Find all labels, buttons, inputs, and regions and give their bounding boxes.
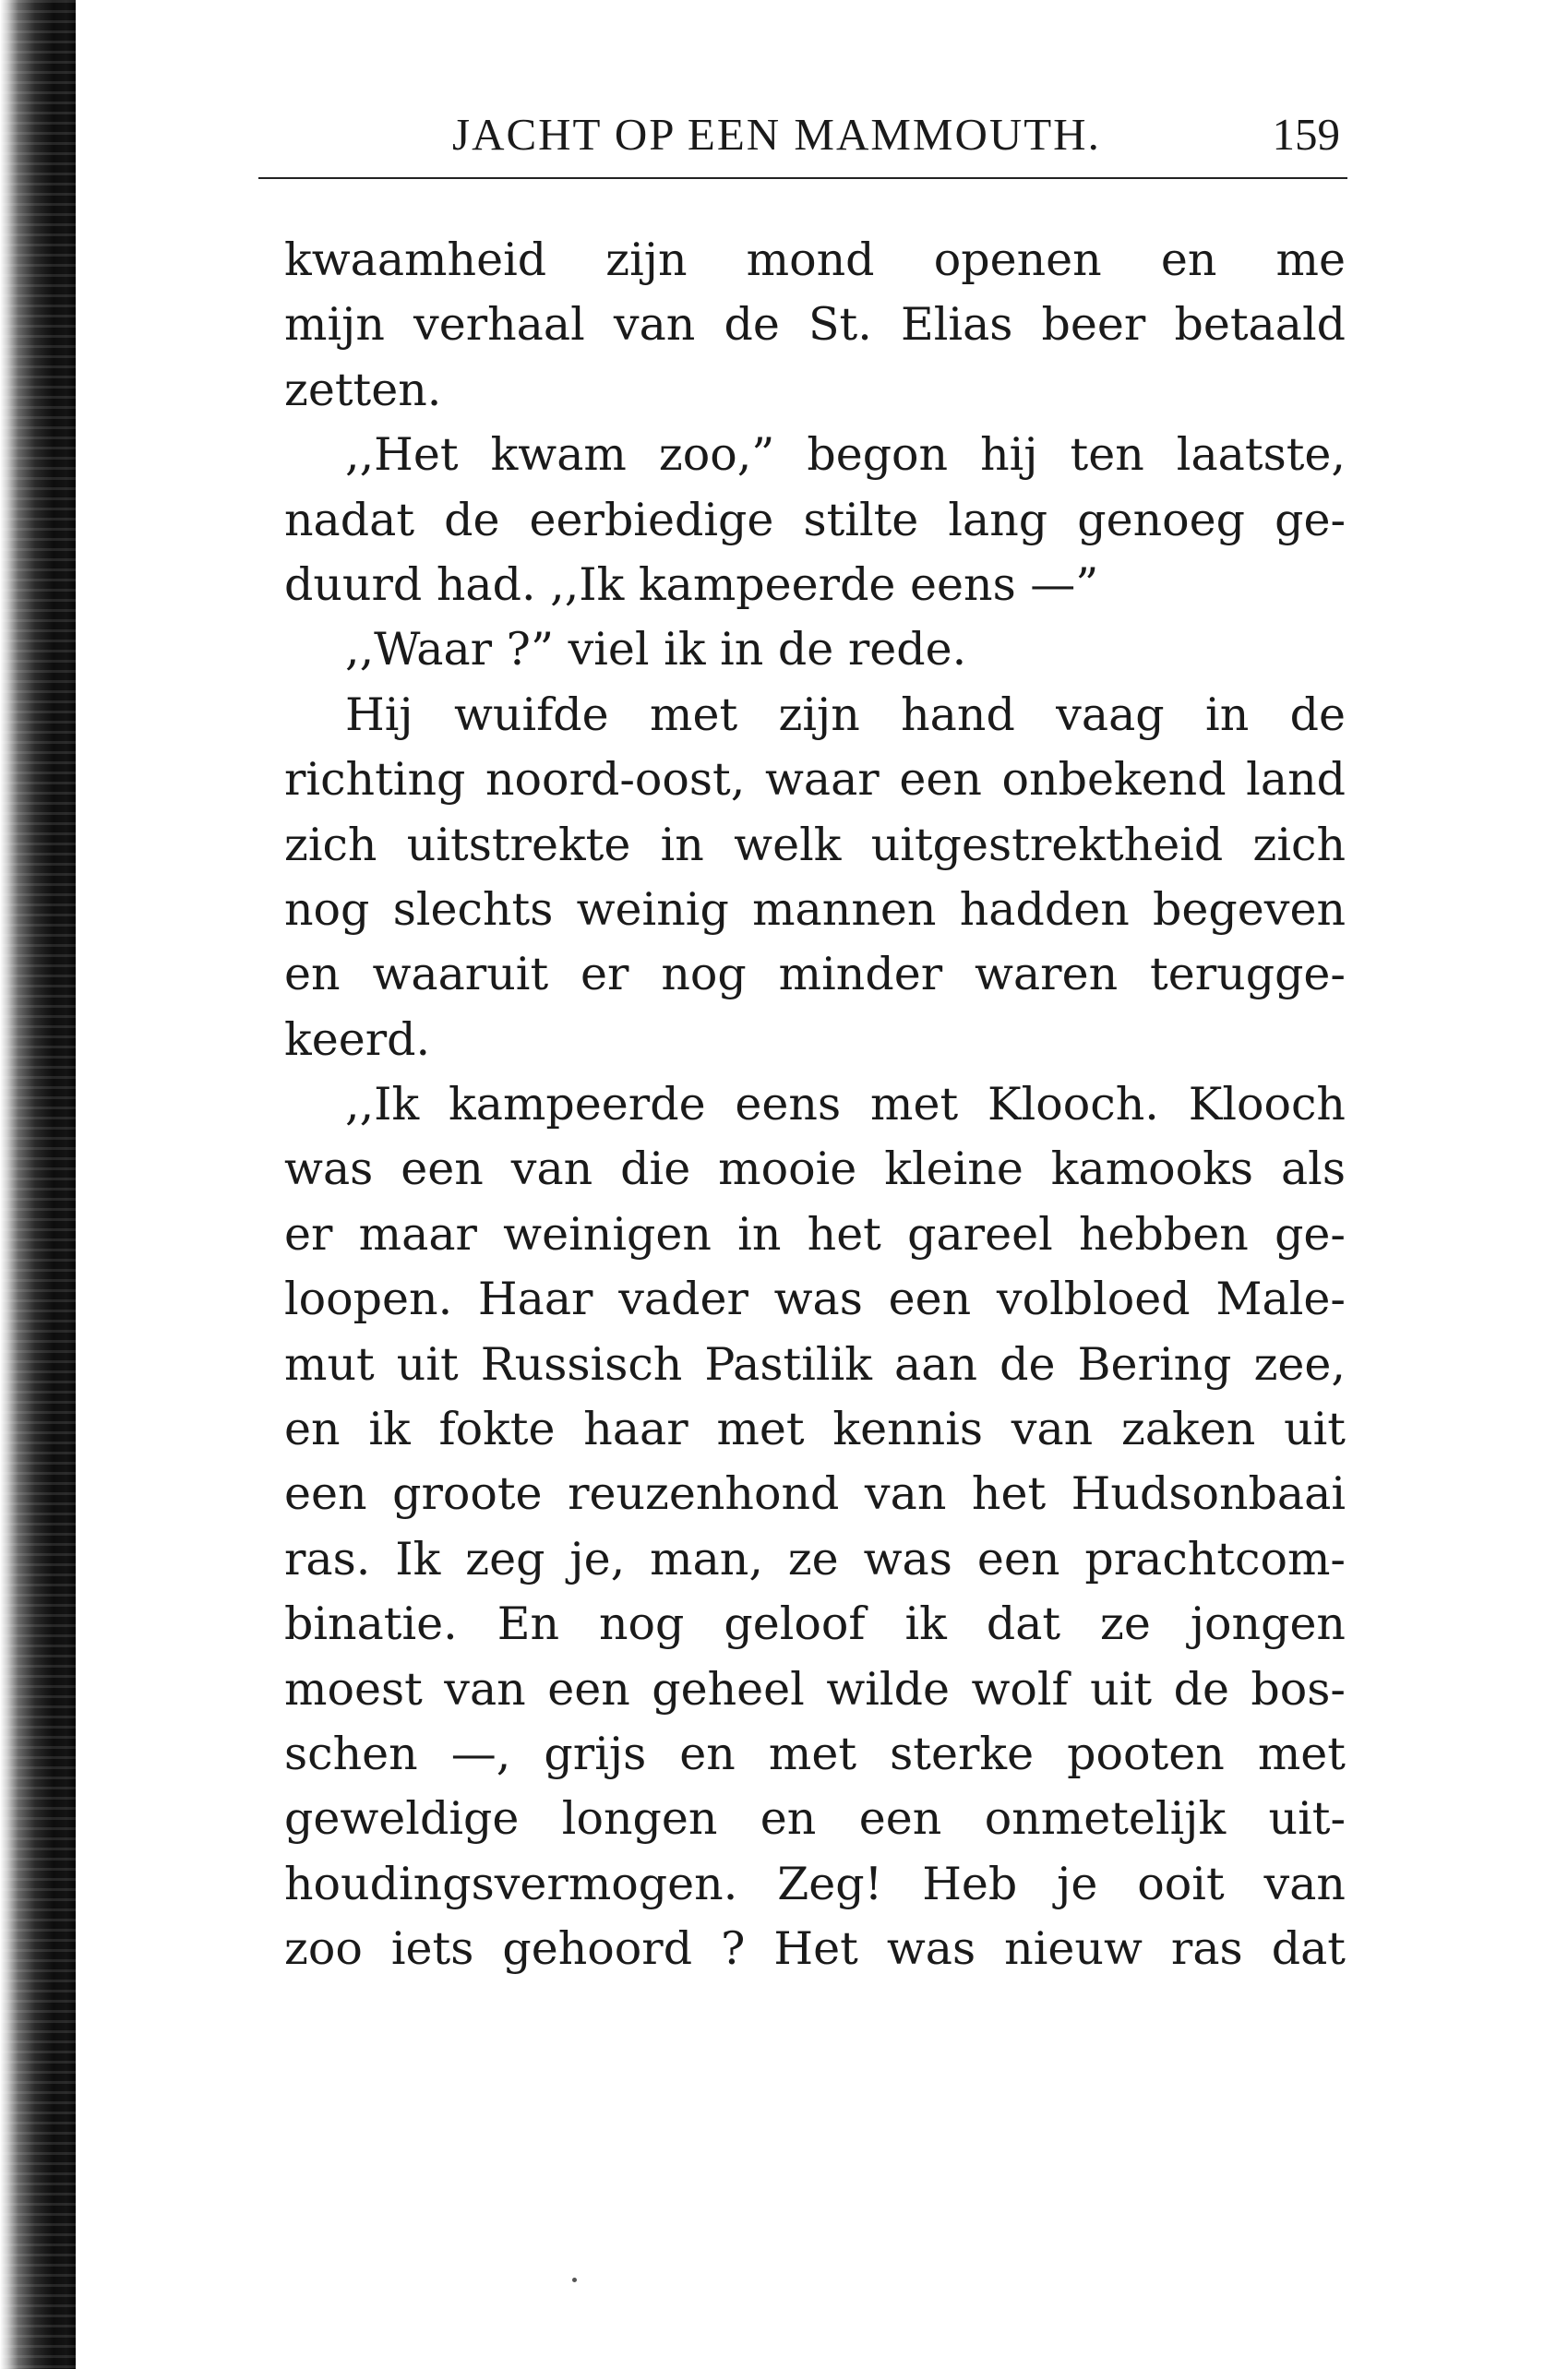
text-line: ,,Het kwam zoo,” begon hij ten laatste, xyxy=(345,428,1346,482)
text-line: geweldige longen en een onmetelijk uit- xyxy=(284,1792,1346,1846)
text-line: richting noord-oost, waar een onbekend land xyxy=(284,753,1346,807)
text-line: nog slechts weinig mannen hadden begeven xyxy=(284,882,1346,936)
text-line: en ik fokte haar met kennis van zaken uit xyxy=(284,1403,1346,1456)
page-header xyxy=(258,107,1347,179)
text-line: mut uit Russisch Pastilik aan de Bering zee, xyxy=(284,1337,1346,1391)
text-line: keerd. xyxy=(284,1012,431,1066)
text-line: en waaruit er nog minder waren terugge- xyxy=(284,948,1346,1001)
text-line: ,,Ik kampeerde eens met Klooch. Klooch xyxy=(345,1078,1346,1131)
text-line: schen —, grijs en met sterke pooten met xyxy=(284,1727,1346,1780)
text-line: er maar weinigen in het gareel hebben ge- xyxy=(284,1207,1346,1261)
text-line: houdingsvermogen. Zeg! Heb je ooit van xyxy=(284,1857,1346,1910)
text-line: nadat de eerbiedige stilte lang genoeg ge- xyxy=(284,493,1346,546)
text-line: zetten. xyxy=(284,363,442,416)
book-spine-shadow xyxy=(0,0,76,2369)
text-line: zich uitstrekte in welk uitgestrektheid zich xyxy=(284,818,1346,871)
text-line: duurd had. ,,Ik kampeerde eens —” xyxy=(284,557,1099,611)
text-line: kwaamheid zijn mond openen en me xyxy=(284,233,1346,286)
body-text xyxy=(284,228,1346,1982)
text-line: Hij wuifde met zijn hand vaag in de xyxy=(345,688,1346,741)
page-number: 159 xyxy=(1272,109,1340,160)
paper-speck xyxy=(572,2278,577,2282)
text-line: een groote reuzenhond van het Hudsonbaai xyxy=(284,1467,1346,1521)
text-line: binatie. En nog geloof ik dat ze jongen xyxy=(284,1597,1346,1651)
text-line: moest van een geheel wilde wolf uit de bos- xyxy=(284,1662,1346,1716)
text-line: zoo iets gehoord ? Het was nieuw ras dat xyxy=(284,1922,1346,1976)
text-line: ,,Waar ?” viel ik in de rede. xyxy=(345,623,967,676)
text-line: mijn verhaal van de St. Elias beer betaald xyxy=(284,298,1346,352)
text-line: loopen. Haar vader was een volbloed Male- xyxy=(284,1273,1346,1326)
text-line: ras. Ik zeg je, man, ze was een prachtcom- xyxy=(284,1532,1346,1585)
running-title: JACHT OP EEN MAMMOUTH. xyxy=(452,109,1101,160)
text-line: was een van die mooie kleine kamooks als xyxy=(284,1143,1346,1196)
